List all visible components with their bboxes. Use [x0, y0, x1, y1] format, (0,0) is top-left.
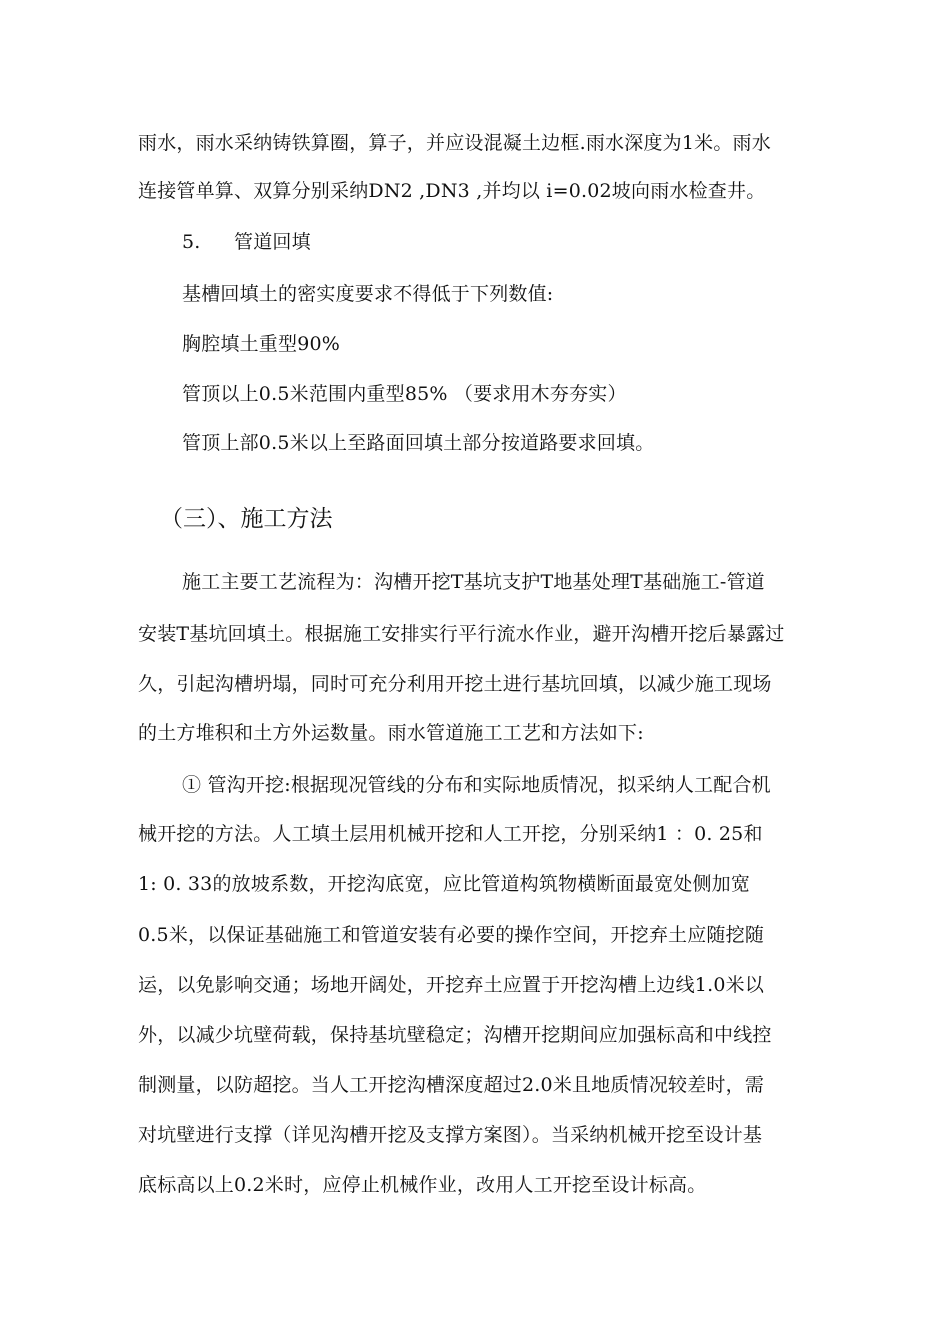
section5-item-2: 胸腔填土重型90% [182, 333, 341, 355]
intro-line-2: 连接管单算、双算分别采纳DN2 ,DN3 ,并均以 i=0.02坡向雨水检查井。 [138, 180, 766, 202]
section3-para1-line-2: 安装T基坑回填土。根据施工安排实行平行流水作业，避开沟槽开挖后暴露过 [138, 623, 785, 645]
section3-para2-line-1: ① 管沟开挖:根据现况管线的分布和实际地质情况，拟采纳人工配合机 [182, 774, 771, 796]
section3-para2-line-2: 械开挖的方法。人工填土层用机械开挖和人工开挖，分别采纳1 ：0. 25和 [138, 823, 763, 845]
section3-para1-line-3: 久，引起沟槽坍塌，同时可充分利用开挖土进行基坑回填，以减少施工现场 [138, 673, 772, 695]
section3-para1-line-4: 的土方堆积和土方外运数量。雨水管道施工工艺和方法如下: [138, 722, 644, 744]
section5-item-4: 管顶上部0.5米以上至路面回填土部分按道路要求回填。 [182, 432, 655, 454]
section5-number: 5. [182, 231, 201, 253]
section5-item-3: 管顶以上0.5米范围内重型85% （要求用木夯夯实） [182, 383, 627, 405]
section5-title: 管道回填 [234, 231, 311, 253]
section3-para2-line-4: 0.5米，以保证基础施工和管道安装有必要的操作空间，开挖弃土应随挖随 [138, 924, 765, 946]
section3-para2-line-3: 1: 0. 33的放坡系数，开挖沟底宽，应比管道构筑物横断面最宽处侧加宽 [138, 873, 751, 895]
section5-title-row [182, 230, 311, 254]
section3-para1-line-1: 施工主要工艺流程为：沟槽开挖T基坑支护T地基处理T基础施工-管道 [182, 571, 765, 593]
section3-para2-line-9: 底标高以上0.2米时，应停止机械作业，改用人工开挖至设计标高。 [138, 1174, 707, 1196]
section3-para2-line-5: 运，以免影响交通；场地开阔处，开挖弃土应置于开挖沟槽上边线1.0米以 [138, 974, 765, 996]
section3-heading: （三）、施工方法 [160, 506, 333, 532]
section3-para2-line-8: 对坑壁进行支撑（详见沟槽开挖及支撑方案图）。当采纳机械开挖至设计基 [138, 1124, 763, 1146]
intro-line-1: 雨水，雨水采纳铸铁算圈，算子，并应设混凝土边框.雨水深度为1米。雨水 [138, 132, 771, 154]
section3-para2-line-7: 制测量，以防超挖。当人工开挖沟槽深度超过2.0米且地质情况较差时，需 [138, 1074, 765, 1096]
section5-item-1: 基槽回填土的密实度要求不得低于下列数值: [182, 283, 554, 305]
section3-para2-line-6: 外，以减少坑壁荷载，保持基坑壁稳定；沟槽开挖期间应加强标高和中线控 [138, 1024, 772, 1046]
